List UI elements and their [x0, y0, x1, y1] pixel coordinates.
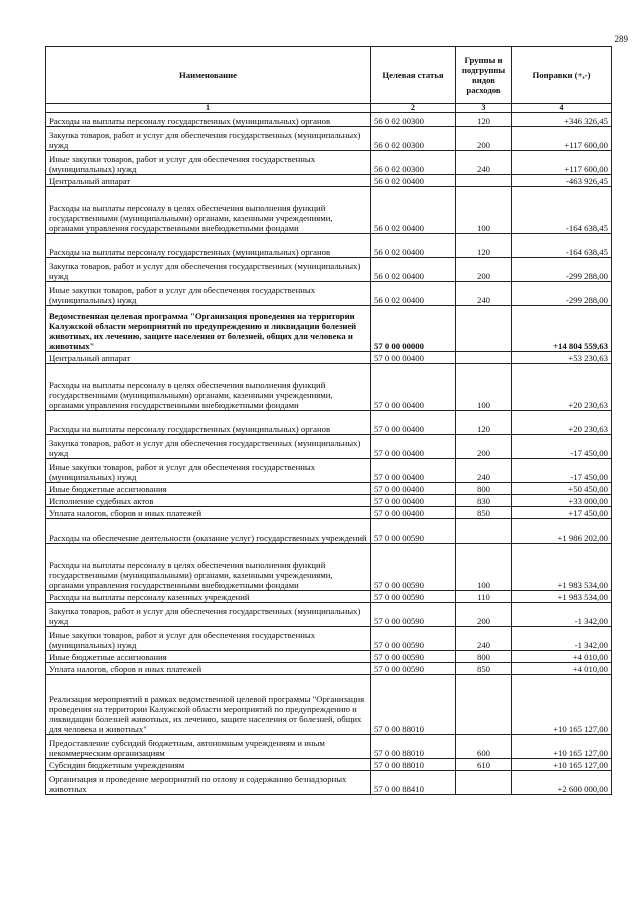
row-amount: +4 010,00	[512, 651, 612, 663]
row-amount: +346 326,45	[512, 113, 612, 127]
row-amount: +10 165 127,00	[512, 735, 612, 759]
row-group: 850	[456, 507, 512, 519]
row-name: Закупка товаров, работ и услуг для обеспечения государственных (муниципальных) нужд	[46, 603, 371, 627]
row-amount: +33 000,00	[512, 495, 612, 507]
row-group	[456, 675, 512, 735]
table-row	[46, 364, 612, 411]
row-group: 240	[456, 151, 512, 175]
row-code: 57 0 00 00590	[371, 544, 456, 591]
table-row	[46, 113, 612, 127]
row-code: 57 0 00 00400	[371, 459, 456, 483]
col-number-2: 2	[371, 104, 456, 113]
row-group: 800	[456, 651, 512, 663]
table-row	[46, 735, 612, 759]
row-code: 56 0 02 00400	[371, 187, 456, 234]
row-amount: -17 450,00	[512, 435, 612, 459]
row-amount: -299 288,00	[512, 282, 612, 306]
row-group: 200	[456, 435, 512, 459]
row-code: 56 0 02 00300	[371, 113, 456, 127]
row-code: 57 0 00 88410	[371, 771, 456, 795]
row-code: 57 0 00 00590	[371, 603, 456, 627]
header-target: Целевая статья	[371, 47, 456, 104]
row-name: Иные закупки товаров, работ и услуг для обеспечения государственных (муниципальных) нужд	[46, 151, 371, 175]
row-amount: +117 600,00	[512, 127, 612, 151]
row-group: 120	[456, 113, 512, 127]
table-row	[46, 459, 612, 483]
table-row	[46, 187, 612, 234]
row-group: 800	[456, 483, 512, 495]
table-row	[46, 651, 612, 663]
row-name: Расходы на выплаты персоналу государственных (муниципальных) органов	[46, 113, 371, 127]
row-group: 850	[456, 663, 512, 675]
row-code: 57 0 00 00400	[371, 364, 456, 411]
row-code: 57 0 00 00590	[371, 627, 456, 651]
table-row	[46, 771, 612, 795]
row-code: 57 0 00 88010	[371, 759, 456, 771]
table-row	[46, 759, 612, 771]
row-group: 240	[456, 459, 512, 483]
header-groups: Группы и подгруппы видов расходов	[456, 47, 512, 104]
row-name: Ведомственная целевая программа "Организация проведения на территории Калужской области мероприятий по предупреждению и ликвидации болезней животных, их лечению, защите населения от болезней, общих для человека и животных"	[46, 306, 371, 352]
row-amount: +20 230,63	[512, 411, 612, 435]
col-number-1: 1	[46, 104, 371, 113]
row-group: 110	[456, 591, 512, 603]
row-name: Уплата налогов, сборов и иных платежей	[46, 507, 371, 519]
row-amount: +50 450,00	[512, 483, 612, 495]
table-row	[46, 591, 612, 603]
row-group: 100	[456, 187, 512, 234]
row-group: 120	[456, 411, 512, 435]
row-code: 57 0 00 00400	[371, 483, 456, 495]
table-row	[46, 603, 612, 627]
row-name: Иные закупки товаров, работ и услуг для обеспечения государственных (муниципальных) нужд	[46, 627, 371, 651]
row-name: Организация и проведение мероприятий по отлову и содержанию безнадзорных животных	[46, 771, 371, 795]
row-amount: +117 600,00	[512, 151, 612, 175]
row-name: Закупка товаров, работ и услуг для обеспечения государственных (муниципальных) нужд	[46, 258, 371, 282]
row-amount: +1 983 534,00	[512, 544, 612, 591]
table-body	[46, 113, 612, 795]
table-row	[46, 411, 612, 435]
row-code: 57 0 00 88010	[371, 675, 456, 735]
table-row	[46, 483, 612, 495]
row-name: Центральный аппарат	[46, 352, 371, 364]
row-name: Уплата налогов, сборов и иных платежей	[46, 663, 371, 675]
row-group	[456, 352, 512, 364]
table-row	[46, 175, 612, 187]
row-code: 57 0 00 00400	[371, 411, 456, 435]
row-code: 57 0 00 00590	[371, 591, 456, 603]
row-group: 100	[456, 364, 512, 411]
table-row	[46, 127, 612, 151]
col-number-3: 3	[456, 104, 512, 113]
row-code: 57 0 00 00000	[371, 306, 456, 352]
row-code: 57 0 00 00590	[371, 663, 456, 675]
row-group: 100	[456, 544, 512, 591]
row-code: 57 0 00 00400	[371, 435, 456, 459]
row-group: 200	[456, 258, 512, 282]
row-code: 57 0 00 00400	[371, 495, 456, 507]
row-code: 57 0 00 00590	[371, 519, 456, 544]
row-group: 240	[456, 627, 512, 651]
header-name: Наименование	[46, 47, 371, 104]
row-amount: -164 638,45	[512, 187, 612, 234]
row-amount: +14 804 559,63	[512, 306, 612, 352]
row-code: 56 0 02 00400	[371, 234, 456, 258]
table-row	[46, 282, 612, 306]
row-code: 56 0 02 00300	[371, 151, 456, 175]
row-name: Расходы на выплаты персоналу казенных учреждений	[46, 591, 371, 603]
row-group: 830	[456, 495, 512, 507]
row-code: 57 0 00 00400	[371, 507, 456, 519]
row-name: Закупка товаров, работ и услуг для обеспечения государственных (муниципальных) нужд	[46, 127, 371, 151]
row-name: Предоставление субсидий бюджетным, автономным учреждениям и иным некоммерческим организациям	[46, 735, 371, 759]
row-amount: -299 288,00	[512, 258, 612, 282]
row-name: Реализация мероприятий в рамках ведомственной целевой программы "Организация проведения на территории Калужской области мероприятий по предупреждению и ликвидации болезней животных, их лечению, защите населения от болезней, общих для человека и животных"	[46, 675, 371, 735]
row-group: 600	[456, 735, 512, 759]
row-name: Расходы на выплаты персоналу в целях обеспечения выполнения функций государственными (муниципальными) органами, казенными учреждениями, органами управления государственными внебюджетными фондами	[46, 544, 371, 591]
row-amount: +1 983 534,00	[512, 591, 612, 603]
table-row	[46, 234, 612, 258]
row-amount: +1 986 202,00	[512, 519, 612, 544]
row-name: Иные закупки товаров, работ и услуг для обеспечения государственных (муниципальных) нужд	[46, 459, 371, 483]
row-group	[456, 519, 512, 544]
row-group: 200	[456, 603, 512, 627]
row-amount: -463 926,45	[512, 175, 612, 187]
row-name: Иные бюджетные ассигнования	[46, 651, 371, 663]
row-group: 610	[456, 759, 512, 771]
table-row	[46, 627, 612, 651]
row-group	[456, 306, 512, 352]
col-number-4: 4	[512, 104, 612, 113]
table-row	[46, 519, 612, 544]
row-name: Иные бюджетные ассигнования	[46, 483, 371, 495]
row-name: Субсидии бюджетным учреждениям	[46, 759, 371, 771]
row-code: 57 0 00 00400	[371, 352, 456, 364]
row-amount: +17 450,00	[512, 507, 612, 519]
row-code: 56 0 02 00400	[371, 258, 456, 282]
row-name: Центральный аппарат	[46, 175, 371, 187]
row-group	[456, 175, 512, 187]
row-group	[456, 771, 512, 795]
row-name: Исполнение судебных актов	[46, 495, 371, 507]
row-amount: +10 165 127,00	[512, 759, 612, 771]
row-code: 56 0 02 00400	[371, 282, 456, 306]
row-group: 120	[456, 234, 512, 258]
row-amount: +10 165 127,00	[512, 675, 612, 735]
table-row	[46, 352, 612, 364]
row-group: 200	[456, 127, 512, 151]
table-row	[46, 675, 612, 735]
row-code: 57 0 00 88010	[371, 735, 456, 759]
row-name: Расходы на выплаты персоналу в целях обеспечения выполнения функций государственными (муниципальными) органами, казенными учреждениями, органами управления государственными внебюджетными фондами	[46, 364, 371, 411]
row-name: Расходы на выплаты персоналу государственных (муниципальных) органов	[46, 411, 371, 435]
row-code: 57 0 00 00590	[371, 651, 456, 663]
row-name: Расходы на выплаты персоналу государственных (муниципальных) органов	[46, 234, 371, 258]
row-group: 240	[456, 282, 512, 306]
table-row	[46, 507, 612, 519]
table-row	[46, 258, 612, 282]
row-amount: -17 450,00	[512, 459, 612, 483]
row-code: 56 0 02 00400	[371, 175, 456, 187]
page-number: 289	[614, 34, 628, 44]
row-name: Закупка товаров, работ и услуг для обеспечения государственных (муниципальных) нужд	[46, 435, 371, 459]
header-amendments: Поправки (+,-)	[512, 47, 612, 104]
row-amount: -1 342,00	[512, 603, 612, 627]
row-name: Расходы на обеспечение деятельности (оказание услуг) государственных учреждений	[46, 519, 371, 544]
budget-table	[45, 46, 612, 795]
table-row	[46, 435, 612, 459]
row-amount: +53 230,63	[512, 352, 612, 364]
table-row	[46, 495, 612, 507]
row-amount: +2 600 000,00	[512, 771, 612, 795]
row-name: Иные закупки товаров, работ и услуг для обеспечения государственных (муниципальных) нужд	[46, 282, 371, 306]
row-amount: +4 010,00	[512, 663, 612, 675]
table-row	[46, 544, 612, 591]
row-amount: -164 638,45	[512, 234, 612, 258]
table-row	[46, 151, 612, 175]
table-row	[46, 663, 612, 675]
row-name: Расходы на выплаты персоналу в целях обеспечения выполнения функций государственными (муниципальными) органами, казенными учреждениями, органами управления государственными внебюджетными фондами	[46, 187, 371, 234]
row-amount: +20 230,63	[512, 364, 612, 411]
row-amount: -1 342,00	[512, 627, 612, 651]
table-row	[46, 306, 612, 352]
row-code: 56 0 02 00300	[371, 127, 456, 151]
